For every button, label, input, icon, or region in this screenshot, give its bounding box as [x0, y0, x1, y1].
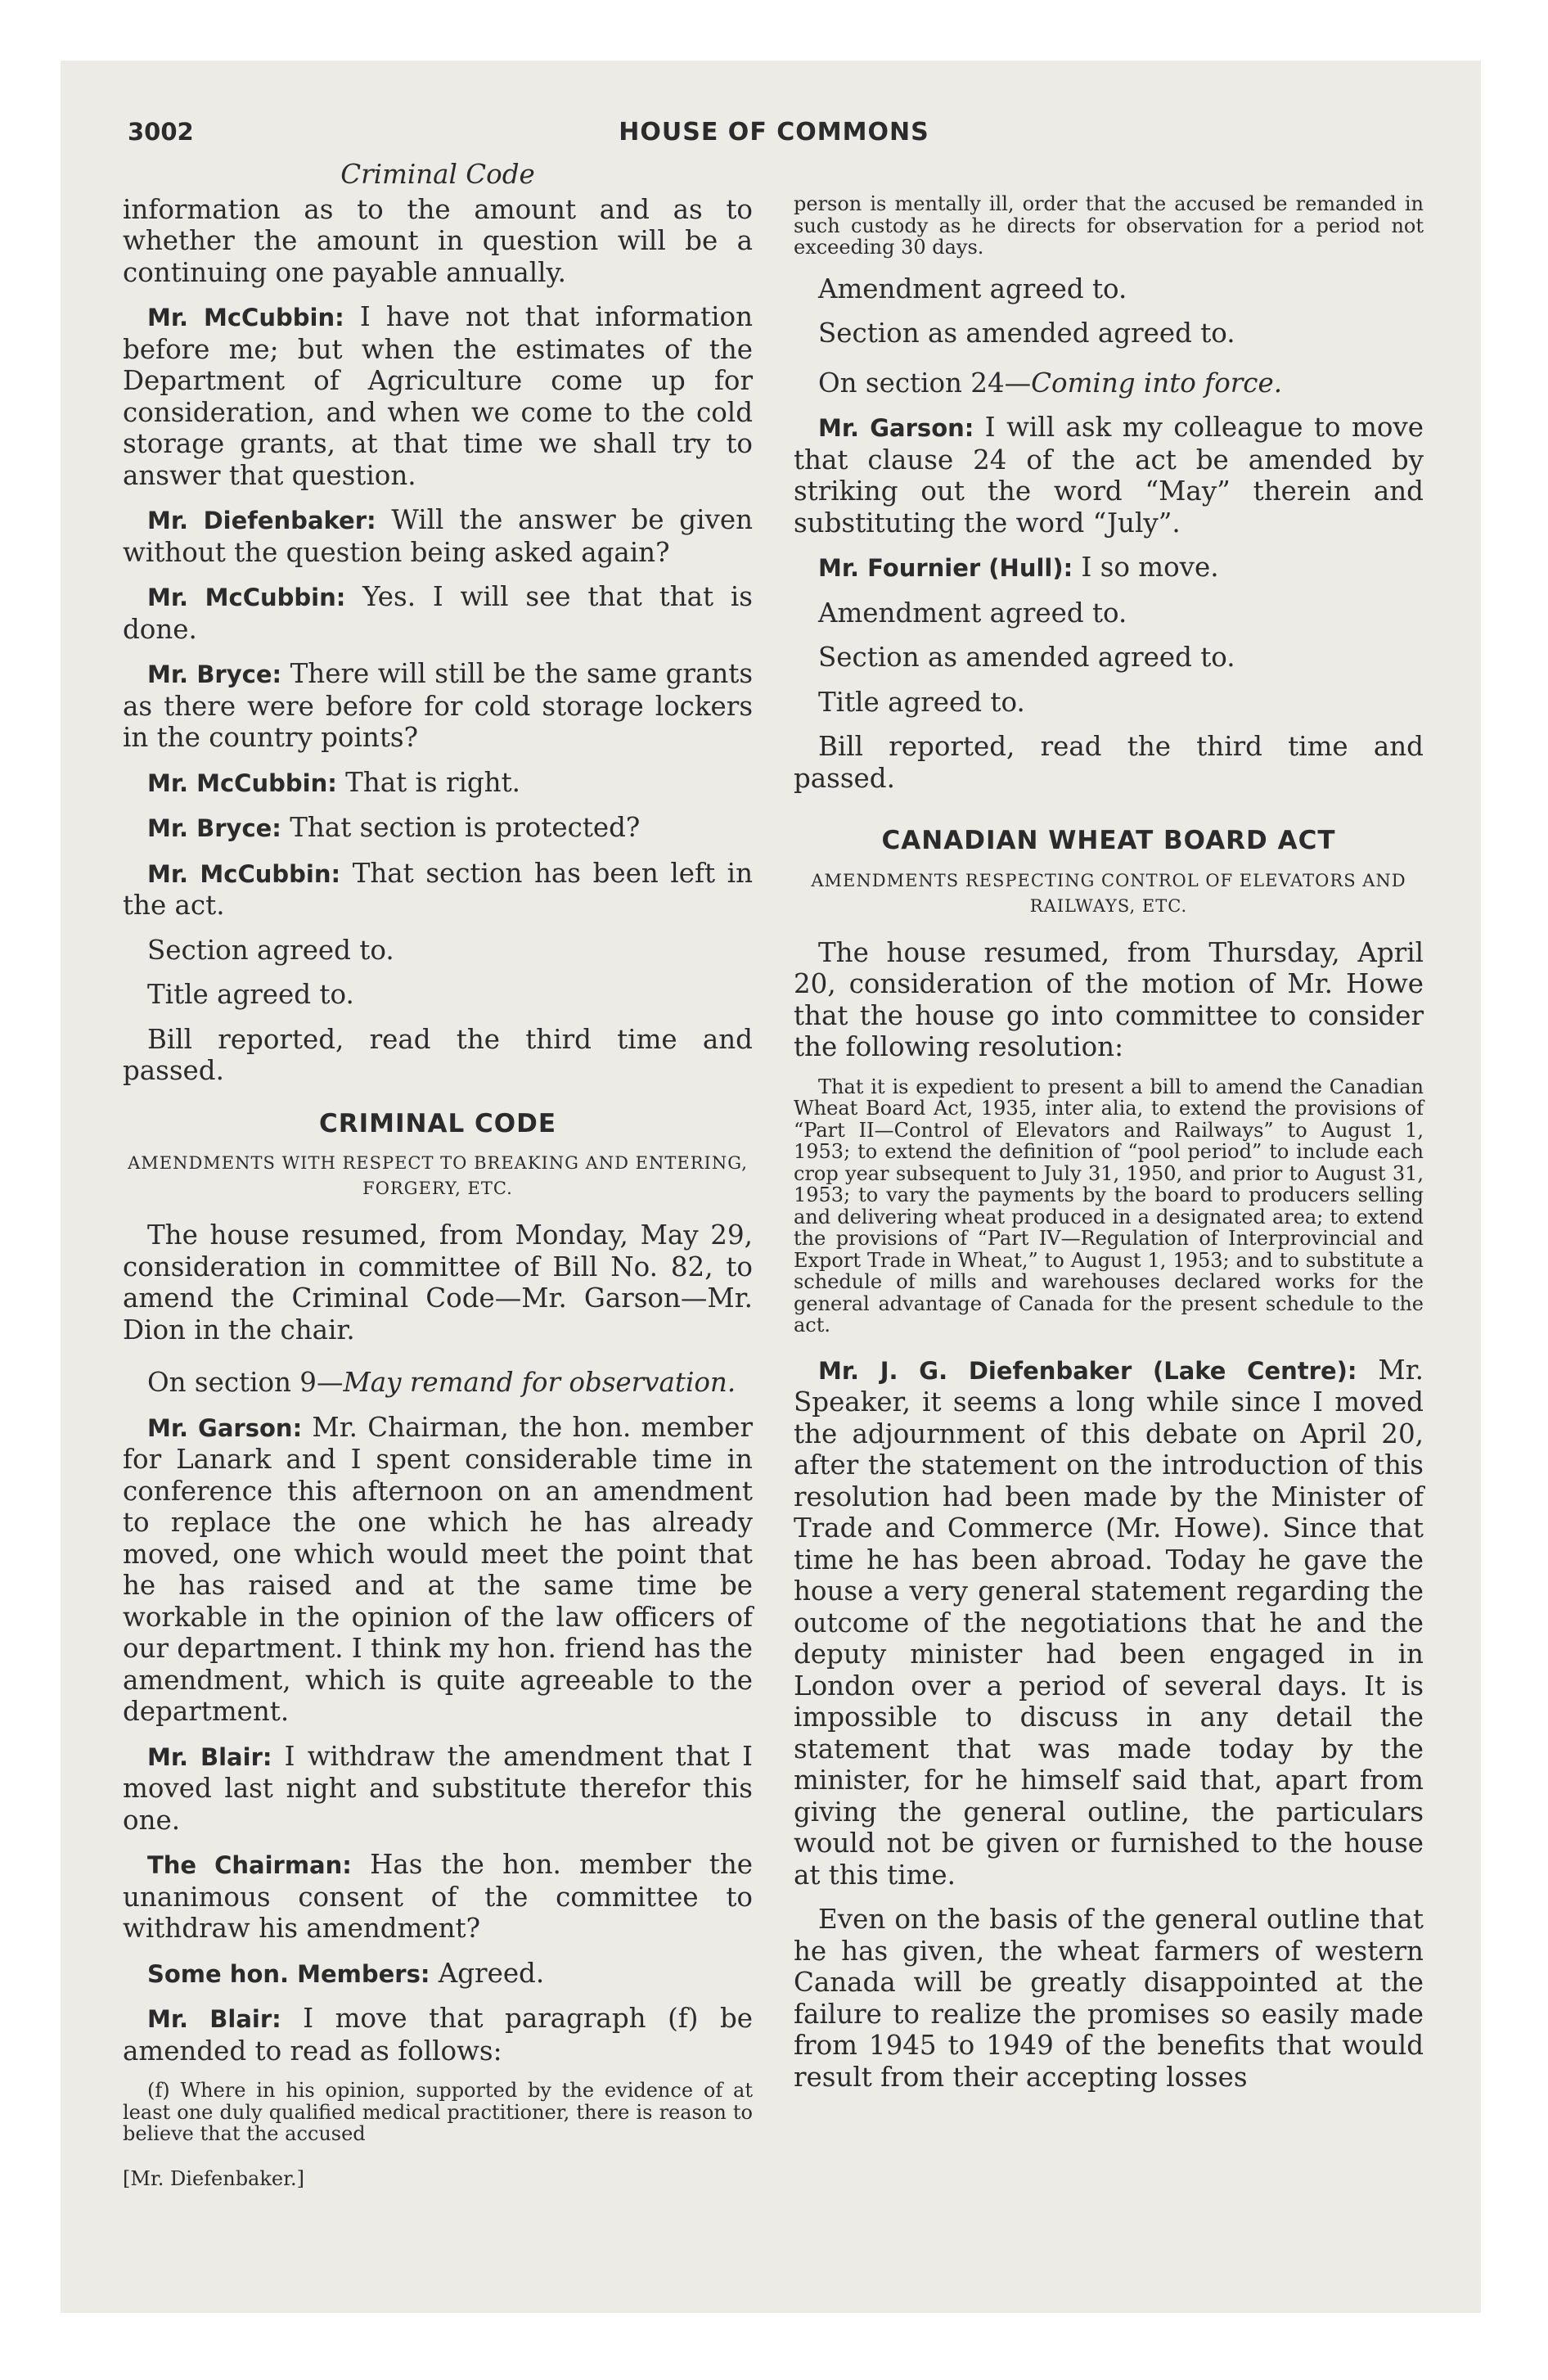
- quoted-amendment-continued: person is mentally ill, order that the accused be remanded in such custody as he directs for observation for a period not exceeding 30 days.: [794, 192, 1424, 259]
- paragraph: [123, 1741, 753, 1837]
- speech-text: That is right.: [336, 766, 520, 798]
- speaker-name: Mr. Blair:: [147, 1742, 272, 1771]
- speech-text: I will ask my colleague to move that clause 24 of the act be amended by striking out the word “May” therein and substituting the word “July”.: [794, 412, 1424, 539]
- paragraph: [123, 1412, 753, 1728]
- speech-text: Agreed.: [430, 1957, 545, 1989]
- paragraph: Amendment agreed to.: [818, 273, 1127, 304]
- paragraph: Even on the basis of the general outline that he has given, the wheat farmers of western Canada will be greatly disappointed at the failure to realize the promises so easily made from 1945 to 1949 of the benefits that would result from their accepting losses: [794, 1904, 1424, 2093]
- paragraph: [123, 1958, 753, 1990]
- right-column: [794, 193, 1424, 2106]
- paragraph: [794, 1355, 1424, 1891]
- speech-text: I so move.: [1073, 552, 1219, 583]
- paragraph: [794, 367, 1424, 399]
- section-ref: On section 9—: [147, 1367, 344, 1398]
- paragraph: Title agreed to.: [147, 979, 354, 1010]
- paragraph: Section as amended agreed to.: [818, 642, 1235, 673]
- paragraph: [123, 658, 753, 754]
- speaker-name: Mr. Garson:: [147, 1413, 303, 1442]
- paragraph: [123, 812, 753, 845]
- speaker-name: Mr. McCubbin:: [147, 304, 344, 331]
- speech-text: That section has been left in the act.: [123, 857, 754, 921]
- speaker-name: Mr. McCubbin:: [147, 769, 337, 797]
- speaker-name: Mr. Blair:: [147, 2005, 281, 2033]
- paragraph: [123, 301, 753, 491]
- paragraph: Bill reported, read the third time and passed.: [794, 731, 1424, 794]
- paragraph: [123, 581, 753, 645]
- section-subtitle: AMENDMENTS WITH RESPECT TO BREAKING AND ENTERING, FORGERY, ETC.: [128, 1153, 748, 1198]
- paragraph: [123, 504, 753, 568]
- speaker-name: Mr. Bryce:: [147, 660, 282, 688]
- paragraph: Title agreed to.: [818, 686, 1025, 718]
- paragraph: [123, 2003, 753, 2067]
- speech-text: Yes. I will see that that is done.: [123, 581, 753, 645]
- speaker-name: Mr. Bryce:: [147, 814, 281, 842]
- speech-text: I withdraw the amendment that I moved last night and substitute therefor this one.: [123, 1740, 753, 1836]
- scanned-page: [61, 61, 1481, 2313]
- speech-text: Has the hon. member the unanimous consent of the committee to withdraw his amendment?: [123, 1849, 753, 1944]
- paragraph: information as to the amount and as to whether the amount in question will be a continuing one payable annually.: [123, 193, 753, 288]
- speaker-name: Mr. Fournier (Hull):: [818, 554, 1073, 582]
- paragraph: Section as amended agreed to.: [818, 318, 1235, 349]
- paragraph: [123, 858, 753, 922]
- section-title: CRIMINAL CODE: [318, 1108, 557, 1138]
- quoted-amendment: (f) Where in his opinion, supported by the evidence of at least one duly qualified medical practitioner, there is reason to believe that the accused: [123, 2079, 753, 2145]
- paragraph: Section agreed to.: [147, 934, 394, 966]
- left-column: [123, 159, 753, 2194]
- running-title: HOUSE OF COMMONS: [619, 118, 929, 146]
- page-number: 3002: [128, 118, 194, 146]
- section-title: CANADIAN WHEAT BOARD ACT: [881, 826, 1336, 855]
- speaker-name: Mr. McCubbin:: [147, 859, 341, 888]
- page-footer: [Mr. Diefenbaker.]: [123, 2166, 304, 2190]
- paragraph: [794, 552, 1424, 584]
- paragraph: [123, 1849, 753, 1945]
- speaker-name: Some hon. Members:: [147, 1959, 430, 1988]
- section-heading: May remand for observation.: [343, 1367, 736, 1398]
- speech-text: Mr. Chairman, the hon. member for Lanark and I spent considerable time in conference this afternoon on an amendment to replace the one which he has already moved, one which would meet the point that he has raised and at the same time be workable in the opinion of the law officers of our department. I think my hon. friend has the amendment, which is quite agreeable to the department.: [123, 1411, 753, 1727]
- paragraph: The house resumed, from Monday, May 29, consideration in committee of Bill No. 82, to amend the Criminal Code—Mr. Garson—Mr. Dion in the chair.: [123, 1219, 753, 1346]
- paragraph: [123, 1367, 753, 1399]
- speaker-name: Mr. J. G. Diefenbaker (Lake Centre):: [818, 1356, 1357, 1385]
- section-heading: Coming into force.: [1031, 367, 1283, 399]
- speaker-name: Mr. Garson:: [818, 414, 974, 442]
- speech-text: There will still be the same grants as there were before for cold storage lockers in the country points?: [123, 658, 753, 753]
- speaker-name: The Chairman:: [147, 1851, 352, 1879]
- speech-text: I have not that information before me; but when the estimates of the Department of Agriculture come up for consideration, and when we come to the cold storage grants, at that time we shall try to answer that question.: [123, 301, 753, 491]
- paragraph: Amendment agreed to.: [818, 597, 1127, 629]
- speech-text: I move that paragraph (f) be amended to read as follows:: [123, 2003, 753, 2067]
- resolution-text: That it is expedient to present a bill to amend the Canadian Wheat Board Act, 1935, inter alia, to extend the provisions of “Part II—Control of Elevators and Railways” to August 1, 1953; to extend the definition of “pool period” to include each crop year subsequent to July 31, 1950, and prior to August 31, 1953; to vary the payments by the board to producers selling and delivering wheat produced in a designated area; to extend the provisions of “Part IV—Regulation of Interprovincial and Export Trade in Wheat,” to August 1, 1953; and to substitute a schedule of mills and warehouses declared works for the general advantage of Canada for the present schedule to the act.: [794, 1075, 1424, 1336]
- speech-text: Will the answer be given without the question being asked again?: [123, 504, 753, 568]
- paragraph: [794, 412, 1424, 539]
- speech-text: That section is protected?: [281, 812, 641, 843]
- paragraph: [123, 767, 753, 800]
- section-ref: On section 24—: [818, 367, 1032, 399]
- paragraph: The house resumed, from Thursday, April 20, consideration of the motion of Mr. Howe that the house go into committee to consider the following resolution:: [794, 936, 1424, 1062]
- speaker-name: Mr. Diefenbaker:: [147, 507, 376, 534]
- speech-text: Mr. Speaker, it seems a long while since I moved the adjournment of this debate on April 20, after the statement on the introduction of this resolution had been made by the Minister of Trade and Commerce (Mr. Howe). Since that time he has been abroad. Today he gave the house a very general statement regarding the outcome of the negotiations that he and the deputy minister had been engaged in in London over a period of several days. It is impossible to discuss in any detail the statement that was made today by the minister, for he himself said that, apart from giving the general outline, the particulars would not be given or furnished to the house at this time.: [794, 1354, 1424, 1891]
- paragraph: Bill reported, read the third time and passed.: [123, 1023, 753, 1086]
- section-subtitle: AMENDMENTS RESPECTING CONTROL OF ELEVATORS AND RAILWAYS, ETC.: [811, 870, 1406, 916]
- column-subhead: Criminal Code: [340, 159, 535, 190]
- speaker-name: Mr. McCubbin:: [147, 584, 346, 611]
